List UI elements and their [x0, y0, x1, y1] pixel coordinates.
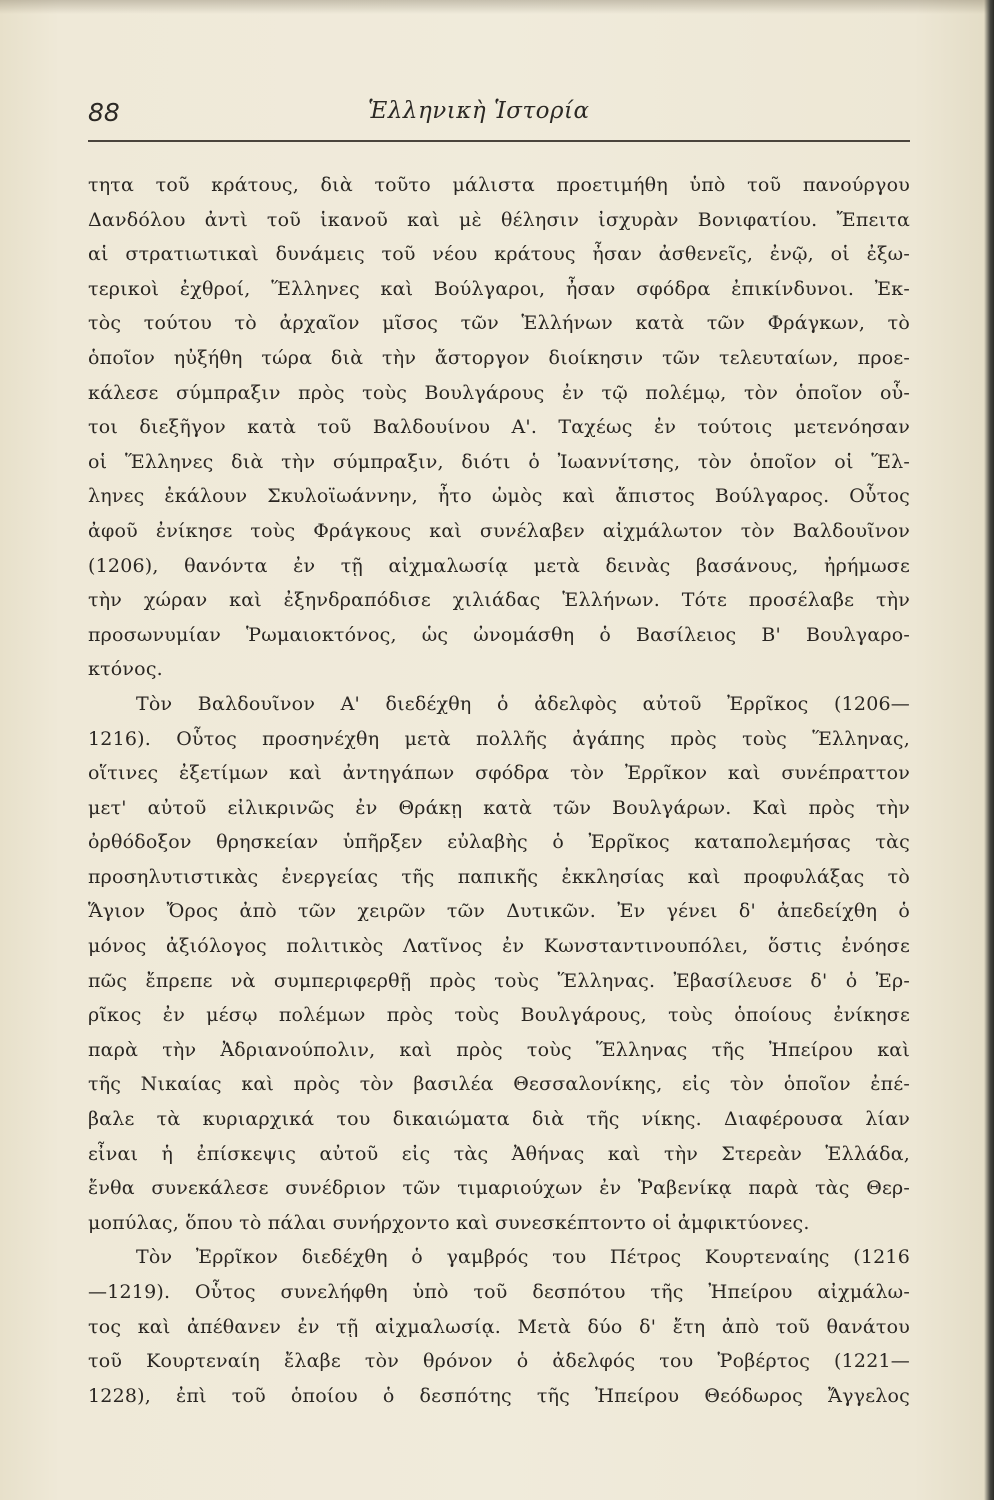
text-line: προσηλυτιστικὰς ἐνεργείας τῆς παπικῆς ἐκκλησίας καὶ προφυλάξας τὸ: [88, 865, 910, 888]
text-line: τοῦ Κουρτεναίη ἔλαβε τὸν θρόνον ὁ ἀδελφός του Ῥοβέρτος (1221—: [88, 1350, 910, 1373]
text-line: προσωνυμίαν Ῥωμαιοκτόνος, ὡς ὠνομάσθη ὁ Βασίλειος Β' Βουλγαρο-: [88, 623, 910, 646]
text-line: ὀρθόδοξον θρησκείαν ὑπῆρξεν εὐλαβὴς ὁ Ἐρρῖκος καταπολεμήσας τὰς: [88, 831, 910, 854]
text-line: αἱ στρατιωτικαὶ δυνάμεις τοῦ νέου κράτους ἦσαν ἀσθενεῖς, ἐνῷ, οἱ ἐξω-: [88, 243, 910, 266]
text-line: ἀφοῦ ἐνίκησε τοὺς Φράγκους καὶ συνέλαβεν αἰχμάλωτον τὸν Βαλδουῖνον: [88, 519, 910, 542]
text-line: μετ' αὐτοῦ εἰλικρινῶς ἐν Θράκῃ κατὰ τῶν Βουλγάρων. Καὶ πρὸς τὴν: [88, 796, 910, 819]
running-header: [88, 98, 908, 138]
text-line: μόνος ἀξιόλογος πολιτικὸς Λατῖνος ἐν Κωνσταντινουπόλει, ὅστις ἐνόησε: [88, 935, 910, 958]
text-line: ἔνθα συνεκάλεσε συνέδριον τῶν τιμαριούχων ἐν Ῥαβενίκᾳ παρὰ τὰς Θερ-: [88, 1177, 910, 1200]
body-text: [88, 168, 910, 1413]
header-rule: [88, 140, 910, 142]
text-line: τερικοὶ ἐχθροί, Ἕλληνες καὶ Βούλγαροι, ἦσαν σφόδρα ἐπικίνδυνοι. Ἐκ-: [88, 277, 910, 300]
text-line: ληνες ἐκάλουν Σκυλοϊωάννην, ἦτο ὠμὸς καὶ ἄπιστος Βούλγαρος. Οὗτος: [88, 485, 910, 508]
page-edge-shadow: [984, 0, 994, 1500]
text-line: Ἅγιον Ὄρος ἀπὸ τῶν χειρῶν τῶν Δυτικῶν. Ἐν γένει δ' ἀπεδείχθη ὁ: [88, 900, 910, 923]
text-line: 1216). Οὗτος προσηνέχθη μετὰ πολλῆς ἀγάπης πρὸς τοὺς Ἕλληνας,: [88, 727, 910, 750]
text-line: (1206), θανόντα ἐν τῇ αἰχμαλωσίᾳ μετὰ δεινὰς βασάνους, ἠρήμωσε: [88, 554, 910, 577]
text-line: τὸς τούτου τὸ ἀρχαῖον μῖσος τῶν Ἑλλήνων κατὰ τῶν Φράγκων, τὸ: [88, 312, 910, 335]
text-line: μοπύλας, ὅπου τὸ πάλαι συνήρχοντο καὶ συνεσκέπτοντο οἱ ἀμφικτύονες.: [88, 1211, 810, 1234]
text-line: τοι διεξῆγον κατὰ τοῦ Βαλδουίνου Α'. Ταχέως ἐν τούτοις μετενόησαν: [88, 416, 910, 439]
text-line: παρὰ τὴν Ἀδριανούπολιν, καὶ πρὸς τοὺς Ἕλληνας τῆς Ἠπείρου καὶ: [88, 1038, 910, 1061]
running-title: Ἑλληνικὴ Ἱστορία: [368, 98, 590, 124]
text-line: —1219). Οὗτος συνελήφθη ὑπὸ τοῦ δεσπότου τῆς Ἠπείρου αἰχμάλω-: [88, 1281, 910, 1303]
text-line: 1228), ἐπὶ τοῦ ὁποίου ὁ δεσπότης τῆς Ἠπείρου Θεόδωρος Ἄγγελος: [88, 1384, 910, 1407]
text-line: Τὸν Ἐρρῖκον διεδέχθη ὁ γαμβρός του Πέτρος Κουρτεναίης (1216: [136, 1246, 910, 1269]
text-line: τὴν χώραν καὶ ἐξηνδραπόδισε χιλιάδας Ἑλλήνων. Τότε προσέλαβε τὴν: [88, 589, 910, 612]
text-line: οἱ Ἕλληνες διὰ τὴν σύμπραξιν, διότι ὁ Ἰωαννίτσης, τὸν ὁποῖον οἱ Ἕλ-: [88, 450, 910, 473]
text-line: τος καὶ ἀπέθανεν ἐν τῇ αἰχμαλωσίᾳ. Μετὰ δύο δ' ἔτη ἀπὸ τοῦ θανάτου: [88, 1315, 910, 1338]
text-line: πῶς ἔπρεπε νὰ συμπεριφερθῇ πρὸς τοὺς Ἕλληνας. Ἐβασίλευσε δ' ὁ Ἐρ-: [88, 969, 910, 992]
page-number: 88: [88, 98, 120, 127]
text-line: ρῖκος ἐν μέσῳ πολέμων πρὸς τοὺς Βουλγάρους, τοὺς ὁποίους ἐνίκησε: [88, 1004, 910, 1027]
text-line: τητα τοῦ κράτους, διὰ τοῦτο μάλιστα προετιμήθη ὑπὸ τοῦ πανούργου: [88, 174, 910, 196]
text-line: εἶναι ἡ ἐπίσκεψις αὐτοῦ εἰς τὰς Ἀθήνας καὶ τὴν Στερεὰν Ἑλλάδα,: [88, 1142, 910, 1165]
text-line: κάλεσε σύμπραξιν πρὸς τοὺς Βουλγάρους ἐν τῷ πολέμῳ, τὸν ὁποῖον οὗ-: [88, 381, 910, 404]
text-line: Τὸν Βαλδουῖνον Α' διεδέχθη ὁ ἀδελφὸς αὐτοῦ Ἐρρῖκος (1206—: [136, 692, 910, 715]
text-line: κτόνος.: [88, 658, 163, 681]
text-line: ὁποῖον ηὐξήθη τώρα διὰ τὴν ἄστοργον διοίκησιν τῶν τελευταίων, προε-: [88, 346, 910, 369]
top-shadow: [0, 0, 994, 14]
text-line: τῆς Νικαίας καὶ πρὸς τὸν βασιλέα Θεσσαλονίκης, εἰς τὸν ὁποῖον ἐπέ-: [88, 1073, 910, 1096]
text-line: οἵτινες ἐξετίμων καὶ ἀντηγάπων σφόδρα τὸν Ἐρρῖκον καὶ συνέπραττον: [88, 762, 910, 785]
text-line: Δανδόλου ἀντὶ τοῦ ἱκανοῦ καὶ μὲ θέλησιν ἰσχυρὰν Βονιφατίου. Ἔπειτα: [88, 208, 910, 231]
text-line: βαλε τὰ κυριαρχικά του δικαιώματα διὰ τῆς νίκης. Διαφέρουσα λίαν: [88, 1108, 910, 1131]
